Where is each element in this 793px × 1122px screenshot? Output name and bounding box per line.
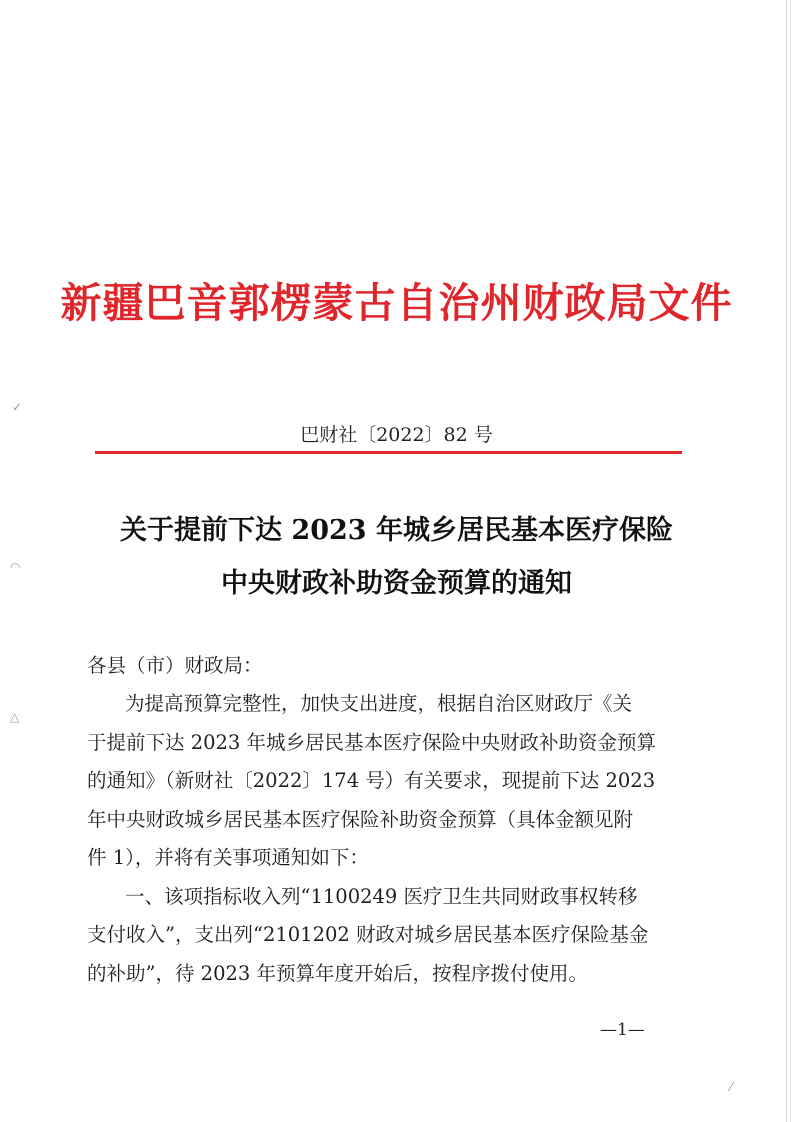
- paragraph-1-line: 年中央财政城乡居民基本医疗保险补助资金预算（具体金额见附: [87, 808, 634, 831]
- scan-speck: ⁄: [730, 1080, 733, 1094]
- paragraph-1-line: 件 1），并将有关事项通知如下：: [87, 846, 369, 869]
- document-title-line-1: 关于提前下达 2023 年城乡居民基本医疗保险: [120, 515, 673, 546]
- scan-edge: [790, 0, 791, 1122]
- scan-speck: ✓: [12, 400, 23, 414]
- scan-speck: △: [10, 710, 20, 724]
- paragraph-1-line: 于提前下达 2023 年城乡居民基本医疗保险中央财政补助资金预算: [87, 731, 657, 754]
- red-separator-line: [95, 451, 682, 454]
- document-title-line-2: 中央财政补助资金预算的通知: [221, 568, 572, 599]
- page-number: —1—: [600, 1020, 645, 1040]
- document-number: 巴财社〔2022〕82 号: [300, 424, 493, 446]
- salutation: 各县（市）财政局：: [87, 654, 263, 677]
- issuer-header-title: 新疆巴音郭楞蒙古自治州财政局文件: [60, 279, 733, 327]
- scan-edge: [786, 0, 787, 1122]
- scan-speck: ◠: [10, 560, 21, 574]
- paragraph-1-line: 的通知》（新财社〔2022〕174 号）有关要求，现提前下达 2023: [87, 769, 656, 792]
- paragraph-2-line: 一、该项指标收入列“1100249 医疗卫生共同财政事权转移: [125, 885, 638, 908]
- paragraph-2-line: 支付收入”，支出列“2101202 财政对城乡居民基本医疗保险基金: [87, 923, 649, 946]
- paragraph-1-line: 为提高预算完整性，加快支出进度，根据自治区财政厅《关: [125, 692, 633, 715]
- paragraph-2-line: 的补助”，待 2023 年预算年度开始后，按程序拨付使用。: [87, 962, 588, 985]
